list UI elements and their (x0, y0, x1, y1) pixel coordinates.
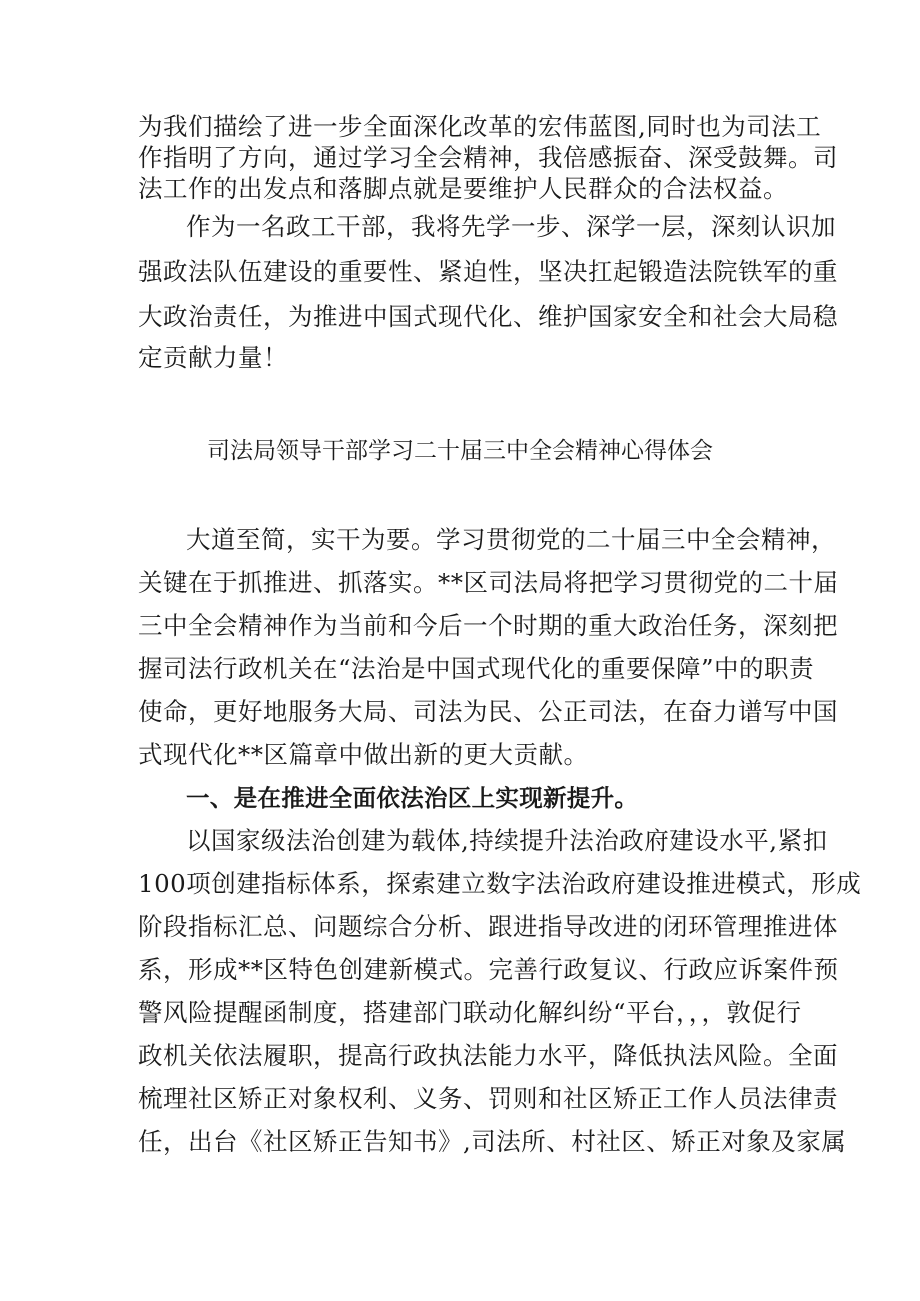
paragraph-2-line-4: 定贡献力量！ (138, 343, 288, 372)
section-heading: 一、是在推进全面依法治区上实现新提升。 (186, 784, 639, 812)
paragraph-4-line-4: 系，形成**区特色创建新模式。完善行政复议、行政应诉案件预 (138, 955, 839, 984)
paragraph-4-line-6: 政机关依法履职，提高行政执法能力水平，降低执法风险。全面 (138, 1041, 838, 1070)
paragraph-3-line-2: 关键在于抓推进、抓落实。**区司法局将把学习贯彻党的二十届 (138, 568, 839, 597)
paragraph-1-line-1: 为我们描绘了进一步全面深化改革的宏伟蓝图,同时也为司法工 (138, 112, 822, 141)
paragraph-2-line-3: 大政治责任，为推进中国式现代化、维护国家安全和社会大局稳 (138, 302, 838, 331)
paragraph-4-line-7: 梳理社区矫正对象权利、义务、罚则和社区矫正工作人员法律责 (138, 1084, 838, 1113)
paragraph-1-line-3: 法工作的出发点和落脚点就是要维护人民群众的合法权益。 (138, 174, 788, 203)
paragraph-3-line-6: 式现代化**区篇章中做出新的更大贡献。 (138, 740, 589, 769)
paragraph-3-line-5: 使命，更好地服务大局、司法为民、公正司法，在奋力谱写中国 (138, 697, 838, 726)
paragraph-4-line-2: 100项创建指标体系，探索建立数字法治政府建设推进模式，形成 (138, 869, 862, 898)
paragraph-3-line-3: 三中全会精神作为当前和今后一个时期的重大政治任务，深刻把 (138, 611, 838, 640)
paragraph-1-line-2: 作指明了方向，通过学习全会精神，我倍感振奋、深受鼓舞。司 (138, 143, 838, 172)
article-title: 司法局领导干部学习二十届三中全会精神心得体会 (207, 438, 713, 464)
paragraph-4-line-3: 阶段指标汇总、问题综合分析、跟进指导改进的闭环管理推进体 (138, 912, 838, 941)
paragraph-2-line-1: 作为一名政工干部，我将先学一步、深学一层，深刻认识加 (186, 212, 836, 241)
paragraph-3-line-1: 大道至简，实干为要。学习贯彻党的二十届三中全会精神， (186, 525, 836, 554)
paragraph-3-line-4: 握司法行政机关在“法治是中国式现代化的重要保障”中的职责 (138, 654, 815, 683)
paragraph-4-line-8: 任，出台《社区矫正告知书》,司法所、村社区、矫正对象及家属 (138, 1127, 847, 1156)
paragraph-2-line-2: 强政法队伍建设的重要性、紧迫性，坚决扛起锻造法院铁军的重 (138, 257, 838, 286)
paragraph-4-line-1: 以国家级法治创建为载体,持续提升法治政府建设水平,紧扣 (186, 826, 828, 855)
paragraph-4-line-5: 警风险提醒函制度，搭建部门联动化解纠纷“平台，，，敦促行 (138, 998, 802, 1027)
